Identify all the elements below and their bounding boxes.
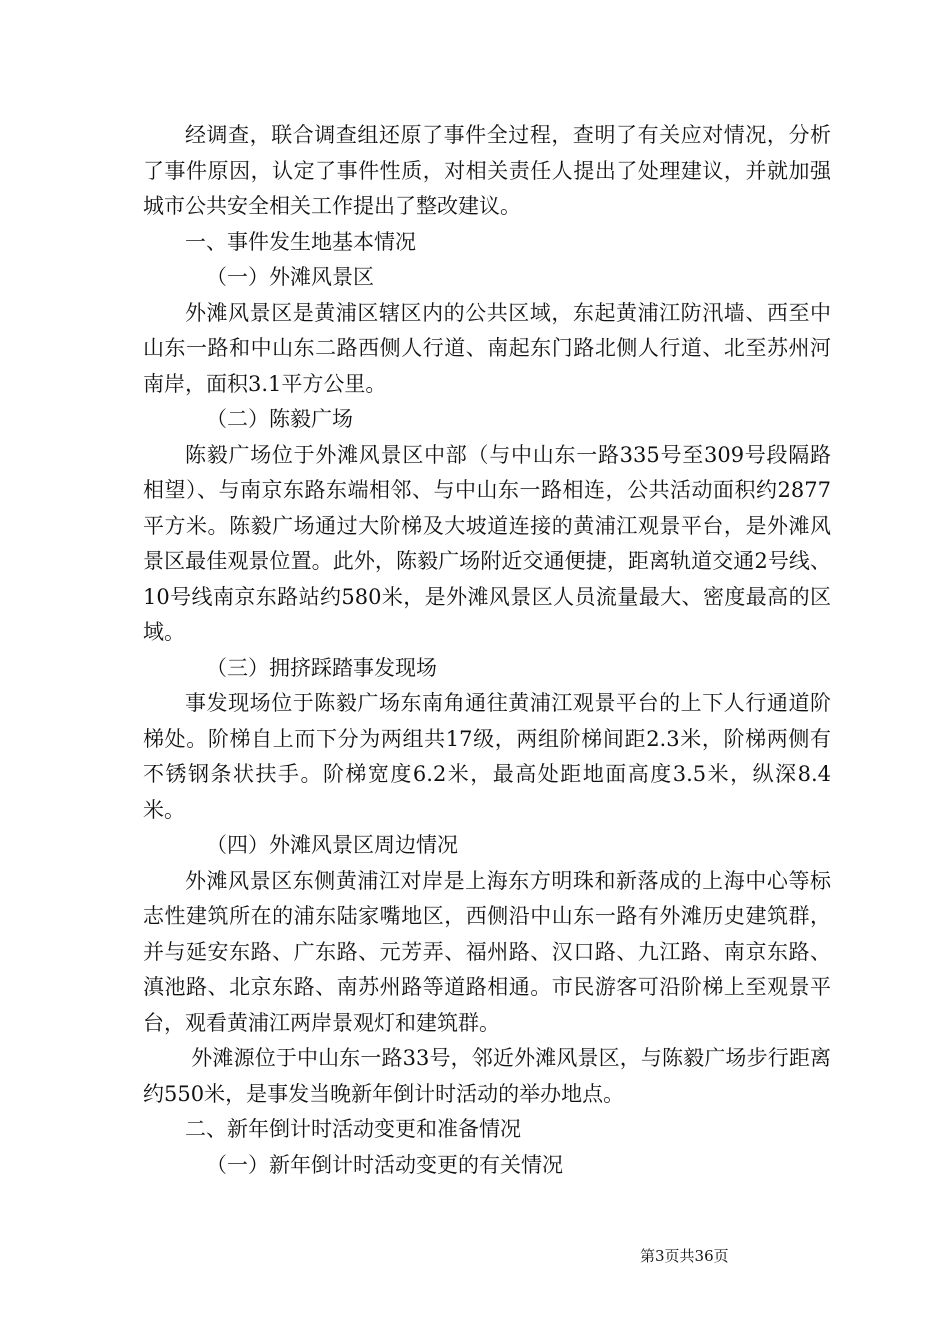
paragraph-bund-source: 外滩源位于中山东一路33号，邻近外滩风景区，与陈毅广场步行距离约550米，是事发当晚新年倒计时活动的举办地点。 [143,1046,831,1106]
paragraph-surroundings: 外滩风景区东侧黄浦江对岸是上海东方明珠和新落成的上海中心等标志性建筑所在的浦东陆家嘴地区，西侧沿中山东一路有外滩历史建筑群，并与延安东路、广东路、元芳弄、福州路、汉口路、九江路、南京东路、滇池路、北京东路、南苏州路等道路相通。市民游客可沿阶梯上至观景平台，观看黄浦江两岸景观灯和建筑群。 [143,868,831,1035]
subsection-heading-1-4: （四）外滩风景区周边情况 [206,833,458,857]
section-heading-1: 一、事件发生地基本情况 [185,229,416,254]
section-heading-2: 二、新年倒计时活动变更和准备情况 [185,1117,521,1141]
subsection-heading-1-3: （三）拥挤踩踏事发现场 [206,655,437,680]
subsection-heading-1-1: （一）外滩风景区 [206,265,374,289]
page-number: 第3页共36页 [640,1247,729,1265]
subsection-heading-2-1: （一）新年倒计时活动变更的有关情况 [206,1152,563,1177]
paragraph-incident-site: 事发现场位于陈毅广场东南角通往黄浦江观景平台的上下人行通道阶梯处。阶梯自上而下分为两组共17级，两组阶梯间距2.3米，阶梯两侧有不锈钢条状扶手。阶梯宽度6.2米，最高处距地面高度3.5米，纵深8.4米。 [143,691,831,822]
paragraph-chenyi-square: 陈毅广场位于外滩风景区中部（与中山东一路335号至309号段隔路相望）、与南京东路东端相邻、与中山东一路相连，公共活动面积约2877平方米。陈毅广场通过大阶梯及大坡道连接的黄浦江观景平台，是外滩风景区最佳观景位置。此外，陈毅广场附近交通便捷，距离轨道交通2号线、10号线南京东路站约580米，是外滩风景区人员流量最大、密度最高的区域。 [143,442,831,644]
subsection-heading-1-2: （二）陈毅广场 [206,407,353,431]
document-body [143,118,831,1183]
paragraph-summary: 经调查，联合调查组还原了事件全过程，查明了有关应对情况，分析了事件原因，认定了事件性质，对相关责任人提出了处理建议，并就加强城市公共安全相关工作提出了整改建议。 [143,123,831,218]
paragraph-bund-scenic-area: 外滩风景区是黄浦区辖区内的公共区域，东起黄浦江防汛墙、西至中山东一路和中山东二路西侧人行道、南起东门路北侧人行道、北至苏州河南岸，面积3.1平方公里。 [143,300,831,396]
